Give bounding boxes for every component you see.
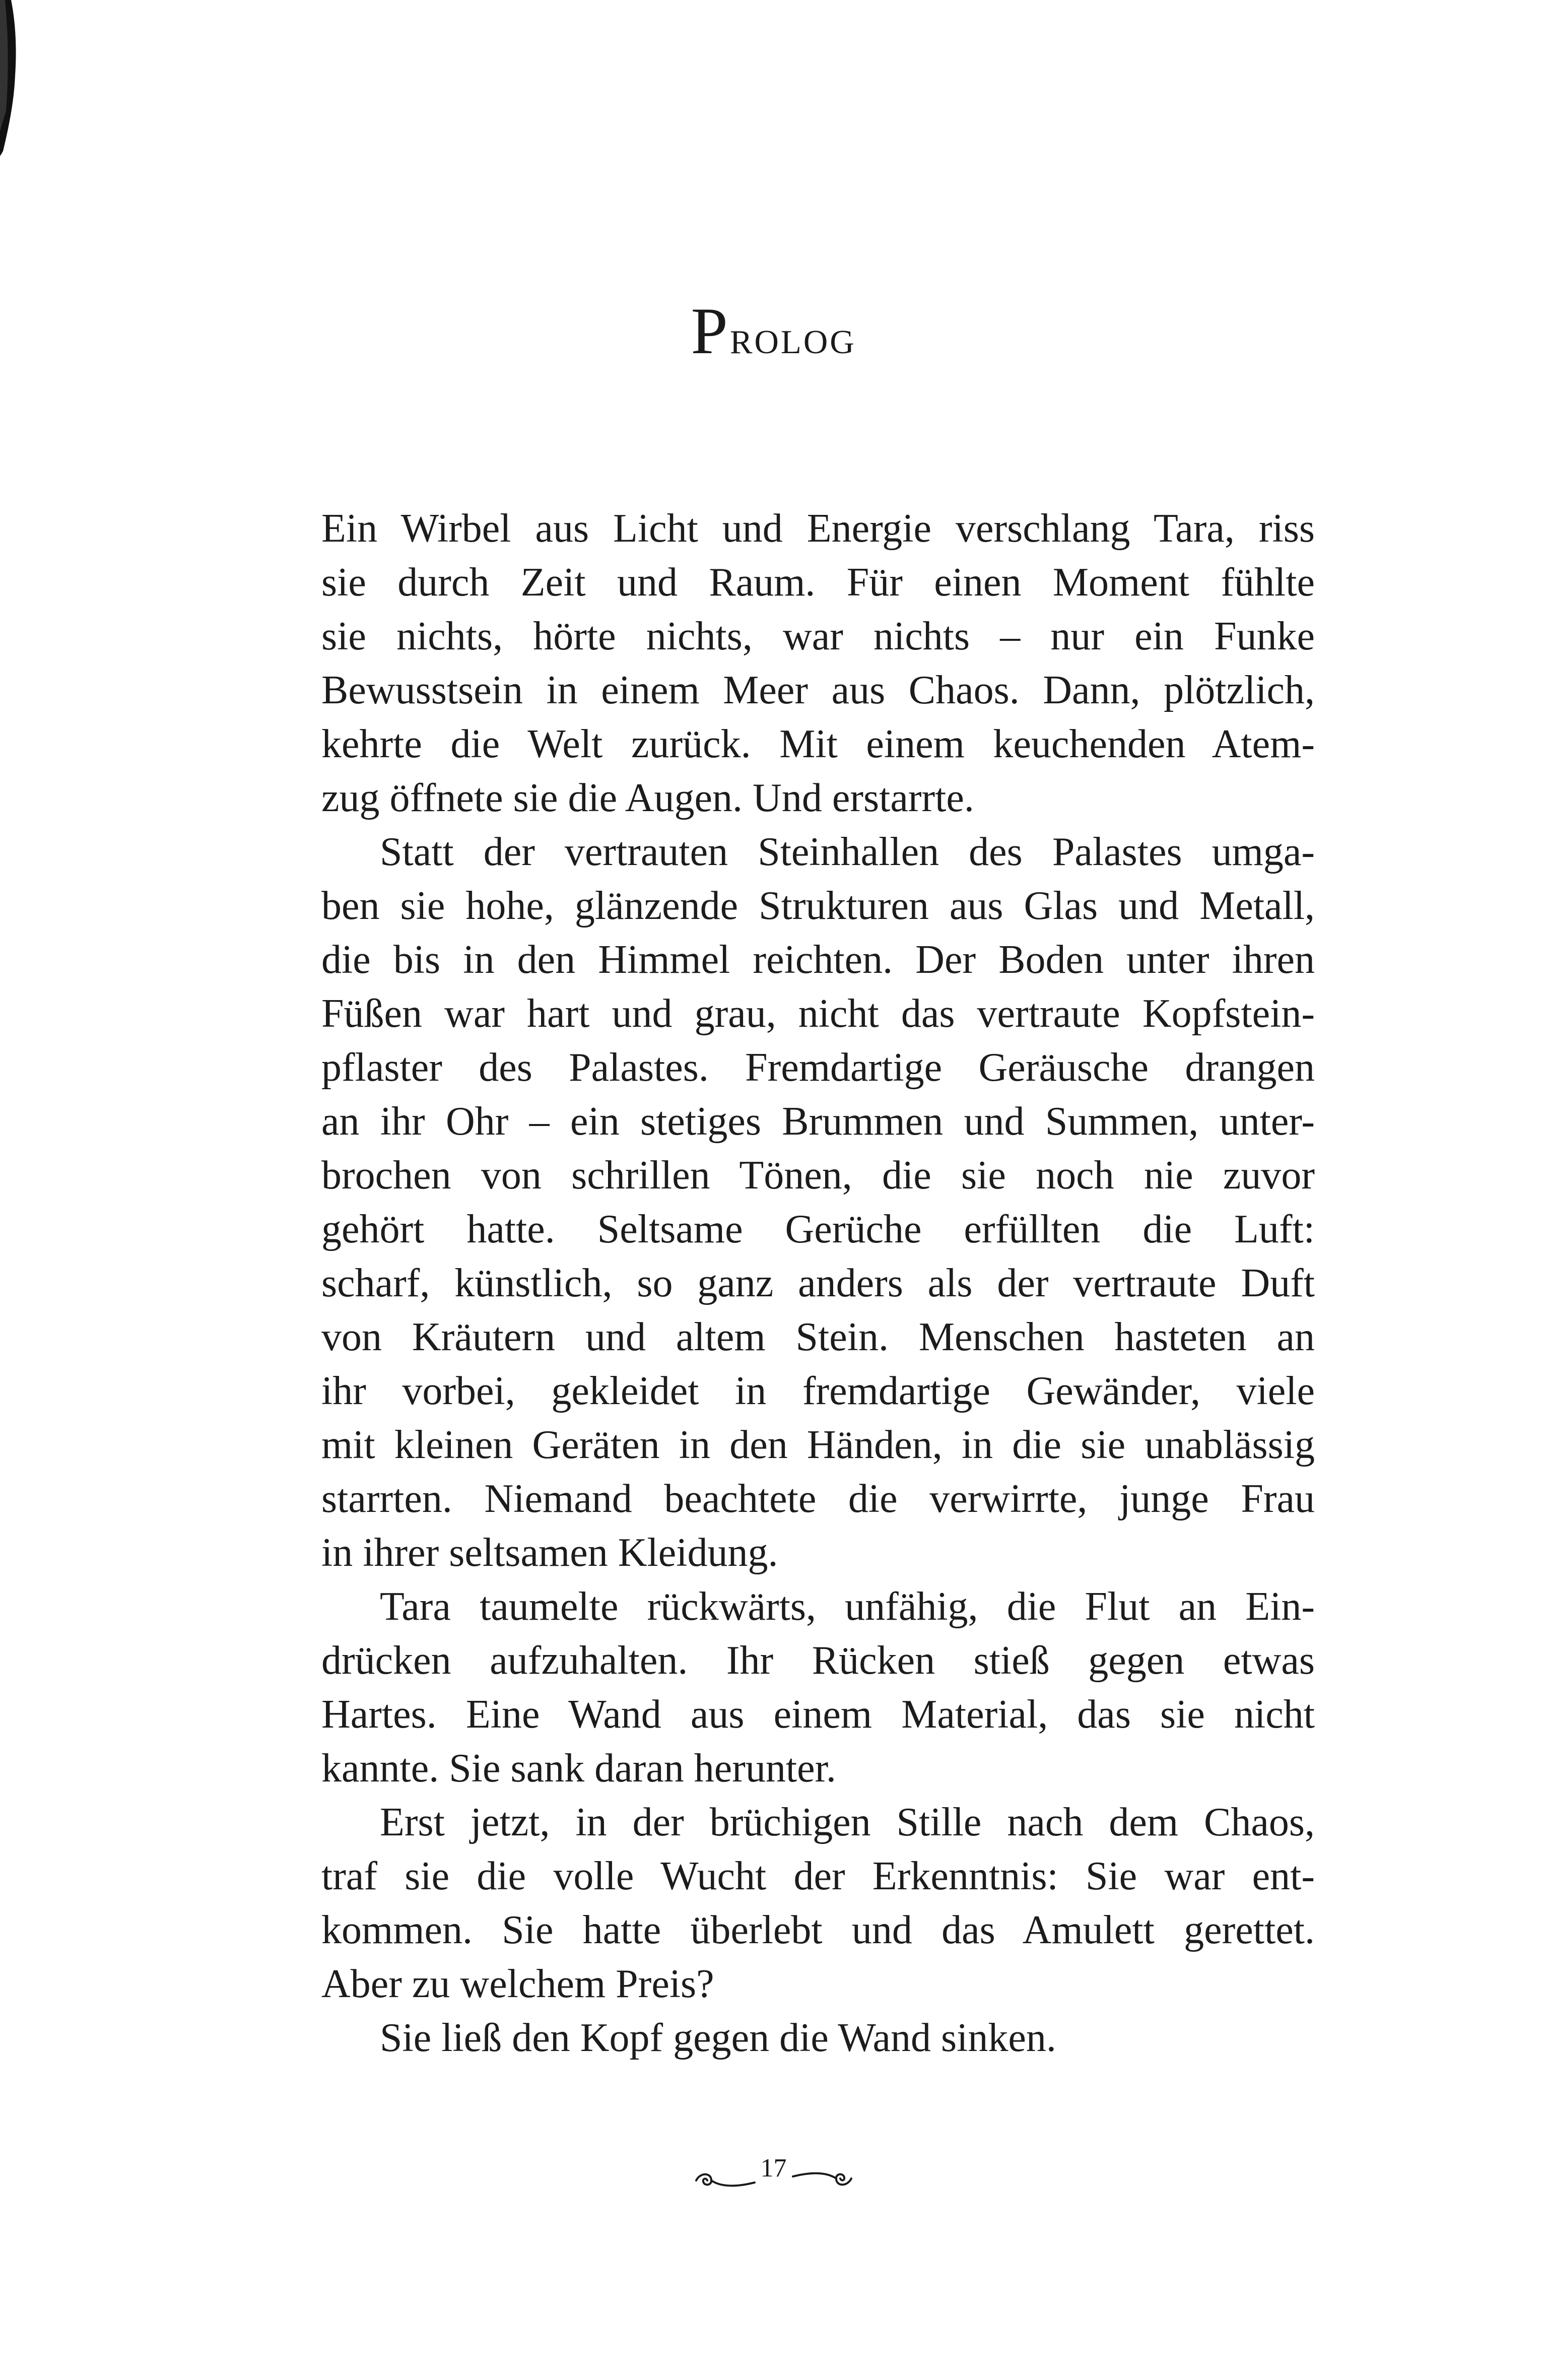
chapter-title-rest: rolog xyxy=(729,310,856,364)
text-line: brochen von schrillen Tönen, die sie noch nie zuvor xyxy=(321,1153,1315,1198)
text-line: traf sie die volle Wucht der Erkenntnis: Sie war ent- xyxy=(321,1854,1315,1898)
text-line: in ihrer seltsamen Kleidung. xyxy=(321,1531,778,1575)
text-line: Füßen war hart und grau, nicht das vertraute Kopfstein- xyxy=(321,991,1315,1036)
text-line: von Kräutern und altem Stein. Menschen hasteten an xyxy=(321,1315,1315,1359)
text-line: scharf, künstlich, so ganz anders als der vertraute Duft xyxy=(321,1261,1315,1305)
text-line: die bis in den Himmel reichten. Der Boden unter ihren xyxy=(321,938,1315,982)
scroll-flourish-right-icon xyxy=(790,2167,854,2192)
paragraph xyxy=(321,825,1315,1580)
text-line: Bewusstsein in einem Meer aus Chaos. Dann, plötzlich, xyxy=(321,668,1315,712)
text-line: mit kleinen Geräten in den Händen, in die sie unablässig xyxy=(321,1423,1315,1467)
paragraph xyxy=(321,502,1315,825)
text-line: Statt der vertrauten Steinhallen des Palastes umga- xyxy=(380,830,1315,874)
text-line: pflaster des Palastes. Fremdartige Geräusche drangen xyxy=(321,1045,1315,1090)
text-line: zug öffnete sie die Augen. Und erstarrte. xyxy=(321,776,974,820)
page-footer xyxy=(0,2154,1547,2194)
text-line: an ihr Ohr – ein stetiges Brummen und Summen, unter- xyxy=(321,1099,1315,1144)
text-line: kommen. Sie hatte überlebt und das Amulett gerettet. xyxy=(321,1908,1315,1952)
text-line: Ein Wirbel aus Licht und Energie verschlang Tara, riss xyxy=(321,506,1315,551)
text-line: Hartes. Eine Wand aus einem Material, das sie nicht xyxy=(321,1692,1315,1737)
text-line: Aber zu welchem Preis? xyxy=(321,1962,714,2006)
text-line: ben sie hohe, glänzende Strukturen aus Glas und Metall, xyxy=(321,884,1315,928)
paragraph xyxy=(321,1796,1315,2011)
scroll-flourish-left-icon xyxy=(693,2167,758,2192)
text-line: Erst jetzt, in der brüchigen Stille nach dem Chaos, xyxy=(380,1800,1315,1844)
text-line: ihr vorbei, gekleidet in fremdartige Gewänder, viele xyxy=(321,1369,1315,1413)
text-line: drücken aufzuhalten. Ihr Rücken stieß gegen etwas xyxy=(321,1638,1315,1683)
page-edge-shadow xyxy=(0,0,17,156)
text-line: sie durch Zeit und Raum. Für einen Moment fühlte xyxy=(321,560,1315,605)
chapter-title-initial: P xyxy=(691,294,730,368)
paragraph xyxy=(321,1580,1315,1796)
text-line: sie nichts, hörte nichts, war nichts – nur ein Funke xyxy=(321,614,1315,658)
text-line: gehört hatte. Seltsame Gerüche erfüllten die Luft: xyxy=(321,1207,1315,1251)
text-line: starrten. Niemand beachtete die verwirrte, junge Frau xyxy=(321,1477,1315,1521)
page-number: 17 xyxy=(760,2154,787,2183)
text-line: kannte. Sie sank daran herunter. xyxy=(321,1746,836,1791)
chapter-body xyxy=(321,502,1315,2065)
paragraph xyxy=(321,2011,1315,2065)
text-line: kehrte die Welt zurück. Mit einem keuchenden Atem- xyxy=(321,722,1315,766)
text-line: Sie ließ den Kopf gegen die Wand sinken. xyxy=(380,2016,1056,2060)
chapter-title xyxy=(0,292,1547,369)
text-line: Tara taumelte rückwärts, unfähig, die Flut an Ein- xyxy=(380,1584,1315,1629)
